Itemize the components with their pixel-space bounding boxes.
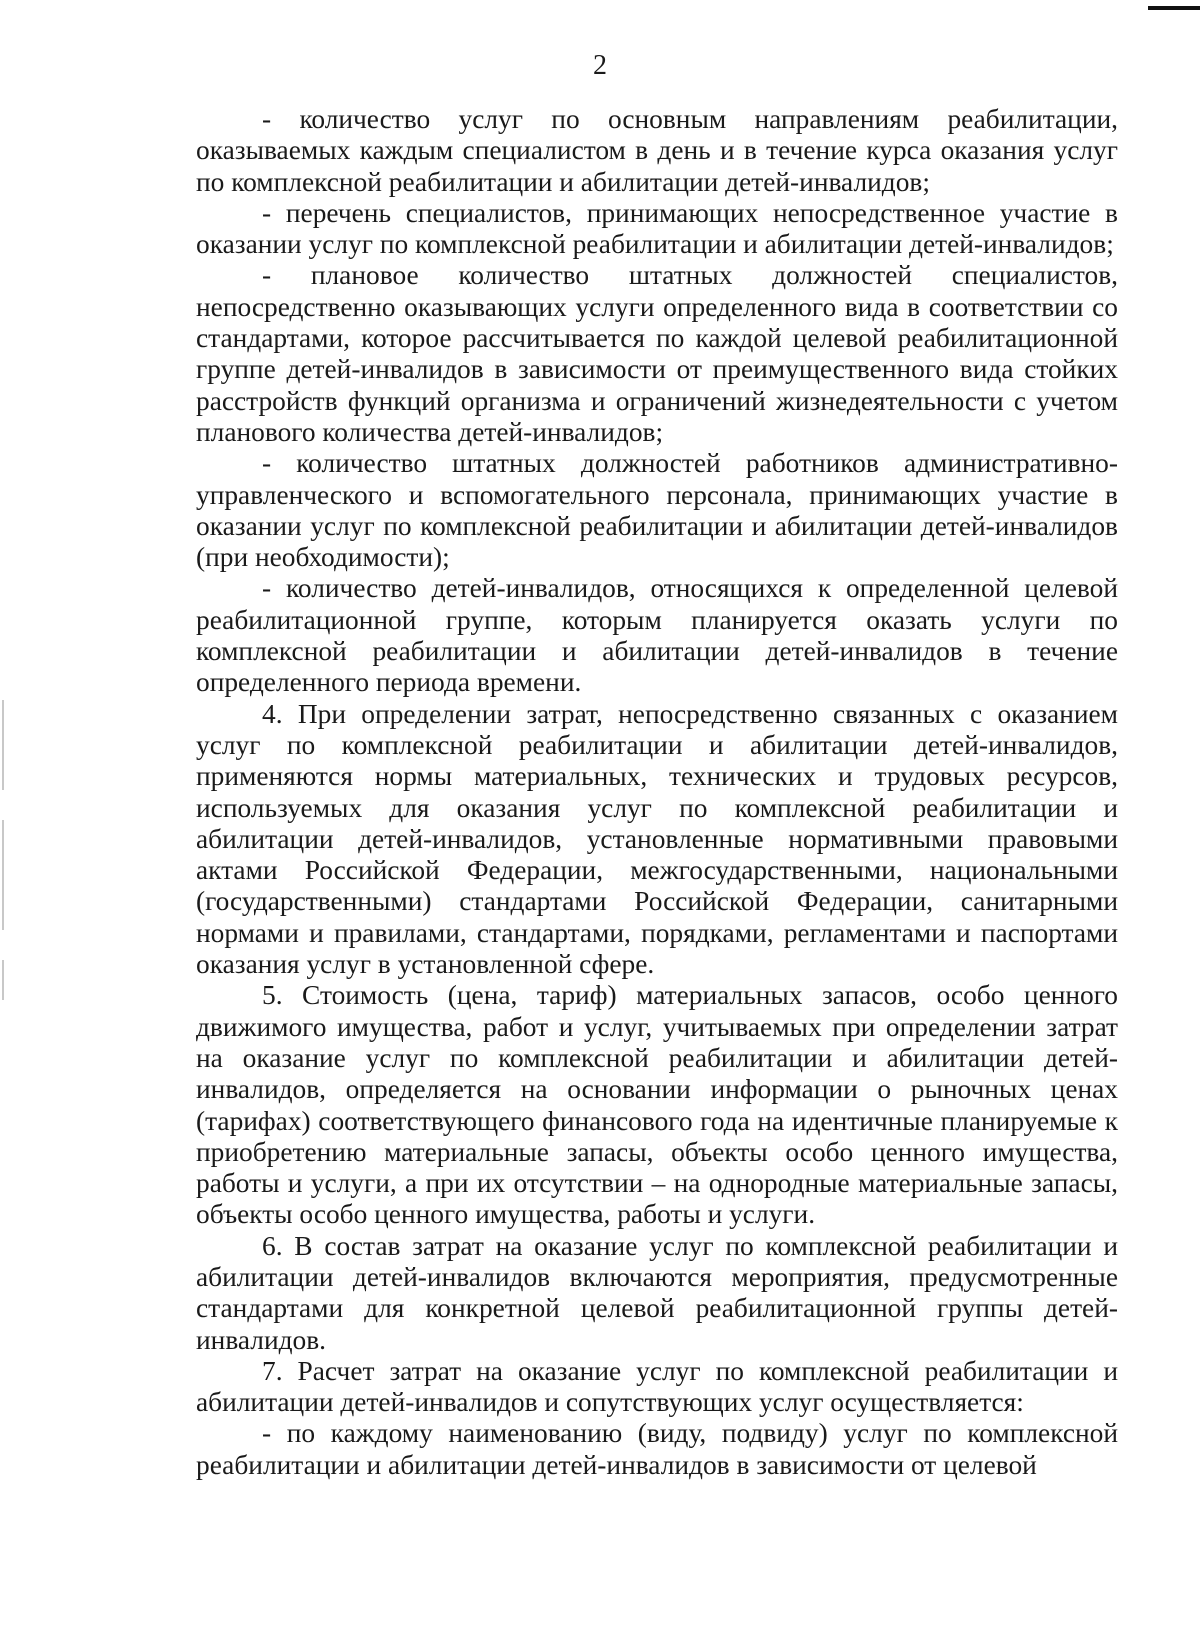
paragraph: 5. Стоимость (цена, тариф) материальных запасов, особо ценного движимого имущества, работ и услуг, учитываемых при определении затрат на оказание услуг по комплексной реабилитации и абилитации детей-инвалидов, определяется на основании информации о рыночных ценах (тарифах) соответствующего финансового года на идентичные планируемые к приобретению материальные запасы, объекты особо ценного имущества, работы и услуги, а при их отсутствии – на однородные материальные запасы, объекты особо ценного имущества, работы и услуги. xyxy=(196,980,1118,1230)
scan-corner-mark xyxy=(1148,6,1200,10)
document-body xyxy=(196,104,1118,1481)
scan-edge-mark xyxy=(2,700,4,790)
page-number: 2 xyxy=(593,50,607,81)
paragraph: - перечень специалистов, принимающих непосредственное участие в оказании услуг по комплексной реабилитации и абилитации детей-инвалидов; xyxy=(196,197,1118,260)
paragraph: 6. В состав затрат на оказание услуг по комплексной реабилитации и абилитации детей-инвалидов включаются мероприятия, предусмотренные стандартами для конкретной целевой реабилитационной группы детей-инвалидов. xyxy=(196,1230,1118,1355)
paragraph: - плановое количество штатных должностей специалистов, непосредственно оказывающих услуги определенного вида в соответствии со стандартами, которое рассчитывается по каждой целевой реабилитационной группе детей-инвалидов в зависимости от преимущественного вида стойких расстройств функций организма и ограничений жизнедеятельности с учетом планового количества детей-инвалидов; xyxy=(196,260,1118,447)
paragraph: 7. Расчет затрат на оказание услуг по комплексной реабилитации и абилитации детей-инвалидов и сопутствующих услуг осуществляется: xyxy=(196,1355,1118,1418)
paragraph: - по каждому наименованию (виду, подвиду) услуг по комплексной реабилитации и абилитации детей-инвалидов в зависимости от целевой xyxy=(196,1418,1118,1480)
paragraph: - количество штатных должностей работников административно-управленческого и вспомогательного персонала, принимающих участие в оказании услуг по комплексной реабилитации и абилитации детей-инвалидов (при необходимости); xyxy=(196,448,1118,573)
scan-edge-mark xyxy=(2,820,4,930)
paragraph: - количество услуг по основным направлениям реабилитации, оказываемых каждым специалистом в день и в течение курса оказания услуг по комплексной реабилитации и абилитации детей-инвалидов; xyxy=(196,104,1118,197)
scan-edge-mark xyxy=(2,960,4,1000)
paragraph: - количество детей-инвалидов, относящихся к определенной целевой реабилитационной группе, которым планируется оказать услуги по комплексной реабилитации и абилитации детей-инвалидов в течение определенного периода времени. xyxy=(196,573,1118,698)
paragraph: 4. При определении затрат, непосредственно связанных с оказанием услуг по комплексной реабилитации и абилитации детей-инвалидов, применяются нормы материальных, технических и трудовых ресурсов, используемых для оказания услуг по комплексной реабилитации и абилитации детей-инвалидов, установленные нормативными правовыми актами Российской Федерации, межгосударственными, национальными (государственными) стандартами Российской Федерации, санитарными нормами и правилами, стандартами, порядками, регламентами и паспортами оказания услуг в установленной сфере. xyxy=(196,698,1118,980)
